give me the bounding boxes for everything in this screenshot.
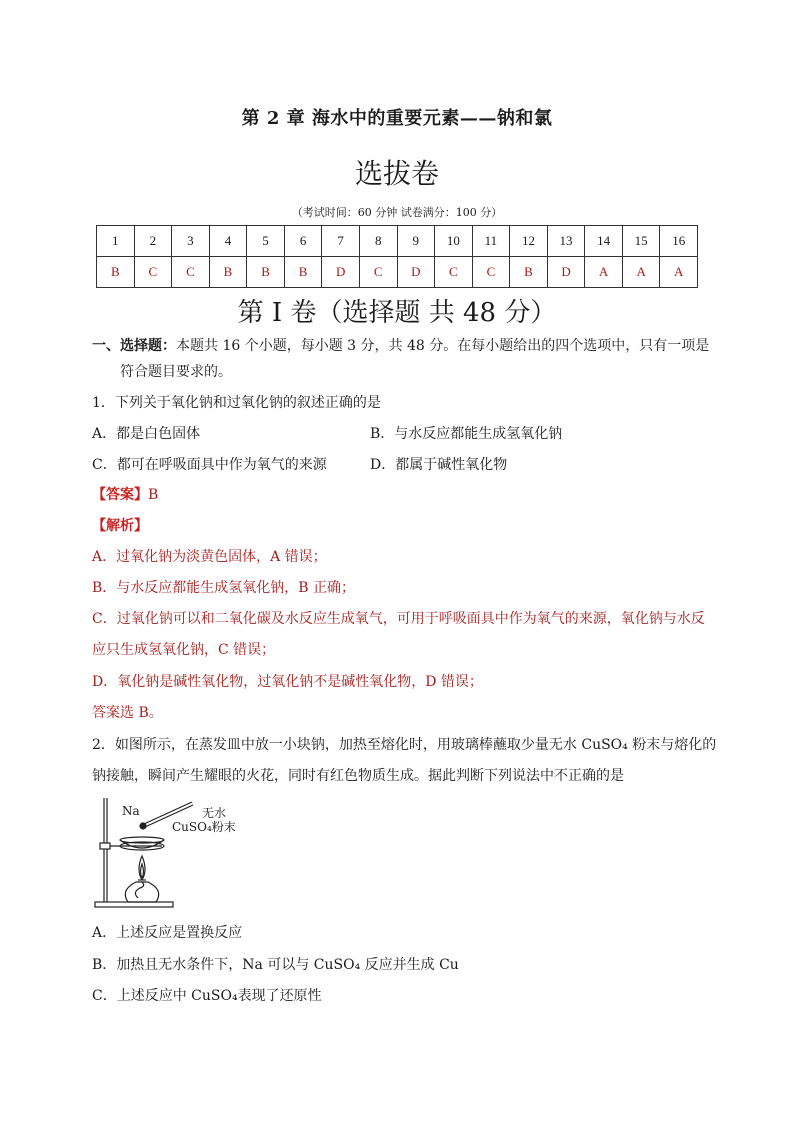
q2-option-a: A．上述反应是置换反应 [92, 925, 243, 941]
answer-label: 【答案】 [92, 487, 148, 503]
figure-label-na: Na [122, 804, 140, 818]
section-heading [92, 336, 709, 356]
q1-answer [92, 485, 158, 505]
exam-subtitle: 选拔卷 [354, 157, 439, 190]
answer-cell: B [209, 257, 247, 288]
question-number-cell: 11 [472, 226, 510, 257]
answer-cell: A [585, 257, 623, 288]
volume-title: 第 I 卷（选择题 共 48 分） [237, 298, 557, 328]
section-heading-cont: 符合题目要求的。 [120, 364, 232, 380]
question-number-cell: 15 [622, 226, 660, 257]
figure-label-anhydrous: 无水 [202, 806, 227, 820]
exam-info: （考试时间：60 分钟 试卷满分：100 分） [291, 206, 503, 219]
analysis-line-5: D．氧化钠是碱性氧化物，过氧化钠不是碱性氧化物，D 错误； [92, 674, 483, 690]
section-heading-prefix: 一、选择题： [92, 338, 176, 354]
answer-cell: B [284, 257, 322, 288]
analysis-label: 【解析】 [92, 518, 148, 534]
question-number-cell: 6 [284, 226, 322, 257]
q1-option-d: D．都属于碱性氧化物 [370, 457, 508, 473]
analysis-line-1: A．过氧化钠为淡黄色固体，A 错误； [92, 549, 327, 565]
q2-option-b: B．加热且无水条件下，Na 可以与 CuSO₄ 反应并生成 Cu [92, 957, 459, 973]
answer-cell: C [134, 257, 172, 288]
question-number-cell: 12 [510, 226, 548, 257]
question-number-cell: 2 [134, 226, 172, 257]
answer-cell: D [547, 257, 585, 288]
question-number-cell: 8 [359, 226, 397, 257]
question-number-cell: 3 [172, 226, 210, 257]
chapter-title: 第 2 章 海水中的重要元素——钠和氯 [241, 108, 553, 129]
answer-table-number-row [97, 226, 698, 257]
answer-cell: C [172, 257, 210, 288]
answer-cell: B [247, 257, 285, 288]
answer-key-table [96, 225, 698, 288]
question-number-cell: 13 [547, 226, 585, 257]
answer-cell: A [622, 257, 660, 288]
question-number-cell: 4 [209, 226, 247, 257]
answer-table-answer-row [97, 257, 698, 288]
q1-option-b: B．与水反应都能生成氢氧化钠 [370, 426, 563, 442]
section-heading-text: 本题共 16 个小题，每小题 3 分，共 48 分。在每小题给出的四个选项中，只有一项是 [176, 338, 710, 354]
analysis-line-3: C．过氧化钠可以和二氧化碳及水反应生成氧气，可用于呼吸面具中作为氧气的来源，氧化钠与水反 [92, 611, 705, 627]
answer-cell: C [472, 257, 510, 288]
q2-option-c: C．上述反应中 CuSO₄表现了还原性 [92, 988, 322, 1004]
question-number-cell: 16 [660, 226, 698, 257]
question-number-cell: 9 [397, 226, 435, 257]
q2-stem-line-2: 钠接触，瞬间产生耀眼的火花，同时有红色物质生成。据此判断下列说法中不正确的是 [92, 768, 624, 784]
answer-value: B [148, 487, 159, 503]
q2-stem-line-1: 2．如图所示，在蒸发皿中放一小块钠，加热至熔化时，用玻璃棒蘸取少量无水 CuSO₄ 粉末与熔化的 [92, 737, 717, 753]
analysis-line-4: 应只生成氢氧化钠，C 错误； [92, 642, 276, 658]
analysis-line-6: 答案选 B。 [92, 705, 163, 721]
answer-cell: C [435, 257, 473, 288]
question-number-cell: 7 [322, 226, 360, 257]
answer-cell: D [322, 257, 360, 288]
answer-cell: C [359, 257, 397, 288]
question-number-cell: 5 [247, 226, 285, 257]
question-number-cell: 10 [435, 226, 473, 257]
answer-cell: A [660, 257, 698, 288]
q1-option-a: A．都是白色固体 [92, 426, 201, 442]
q1-option-c: C．都可在呼吸面具中作为氧气的来源 [92, 457, 327, 473]
answer-cell: B [510, 257, 548, 288]
analysis-line-2: B．与水反应都能生成氢氧化钠，B 正确； [92, 580, 356, 596]
answer-cell: D [397, 257, 435, 288]
q1-stem: 1．下列关于氧化钠和过氧化钠的叙述正确的是 [92, 395, 381, 411]
answer-cell: B [97, 257, 135, 288]
apparatus-figure [92, 794, 242, 914]
figure-label-cuso4: CuSO₄粉末 [172, 820, 236, 834]
question-number-cell: 1 [97, 226, 135, 257]
question-number-cell: 14 [585, 226, 623, 257]
